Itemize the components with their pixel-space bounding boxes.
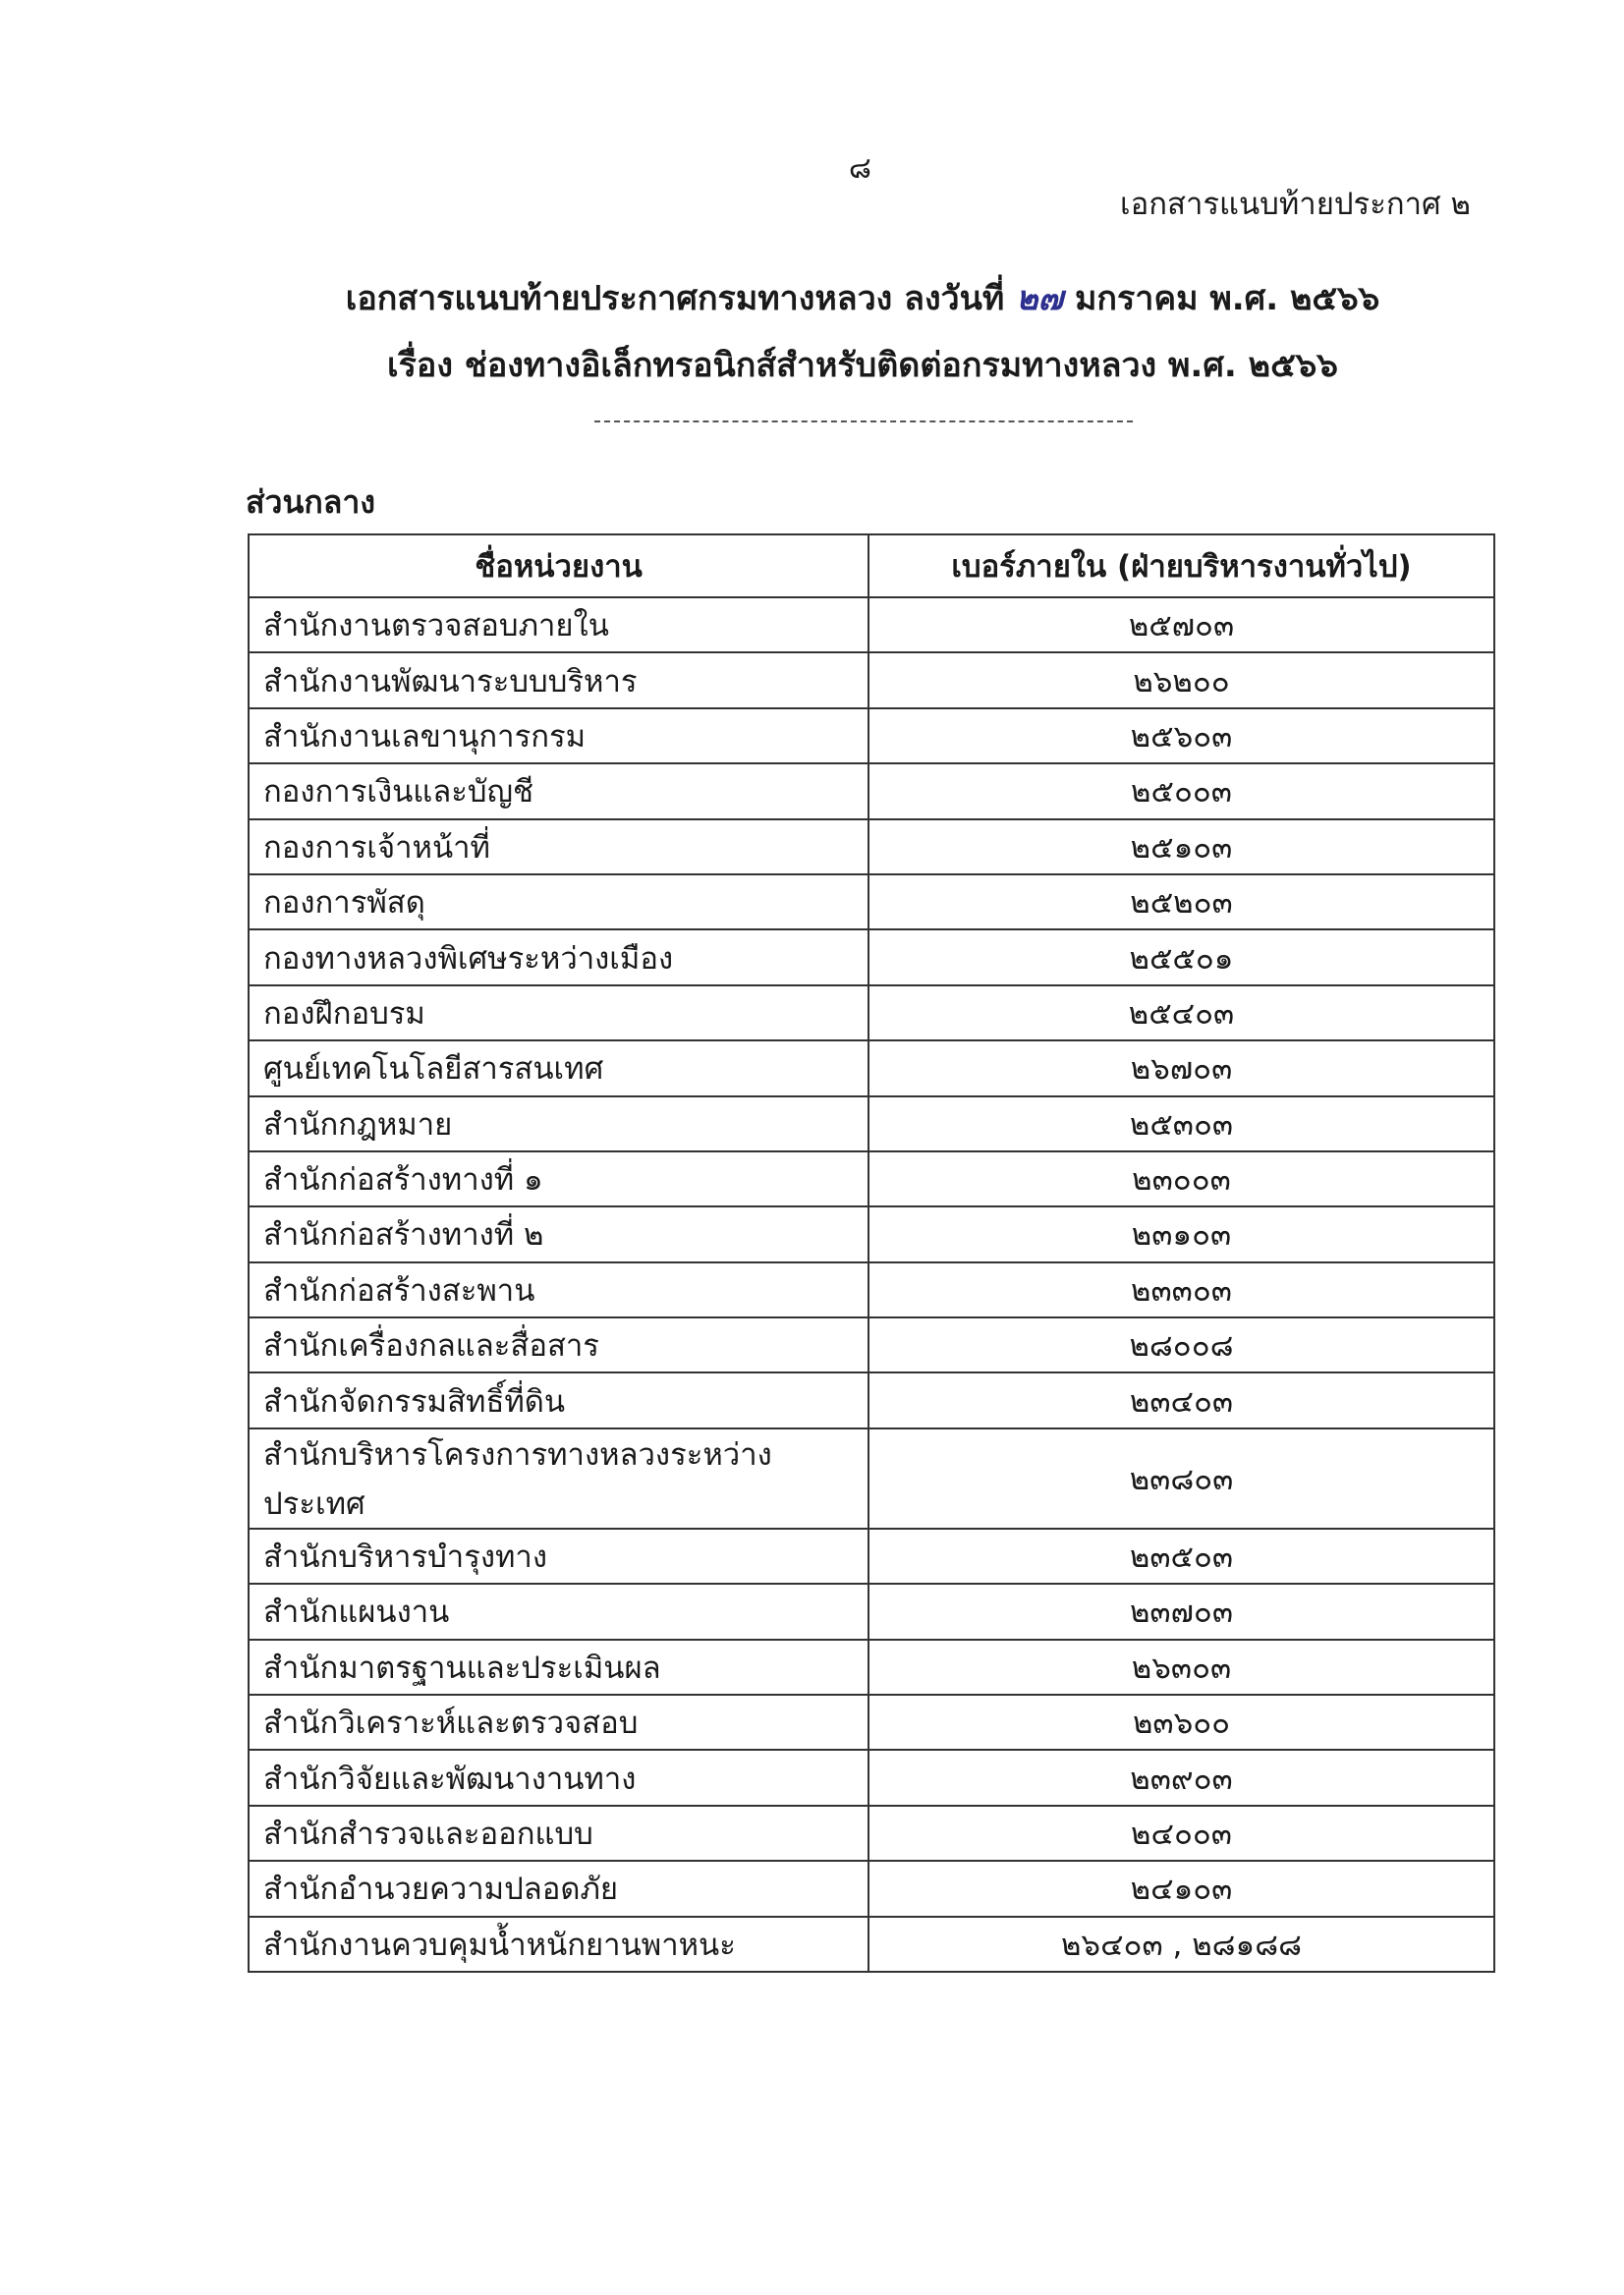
extension-cell: ๒๕๒๐๓ bbox=[868, 874, 1494, 929]
unit-name-cell: สำนักบริหารโครงการทางหลวงระหว่างประเทศ bbox=[249, 1428, 868, 1529]
table-row bbox=[249, 1428, 1494, 1529]
extension-cell: ๒๘๐๐๘ bbox=[868, 1317, 1494, 1372]
table-header-row bbox=[249, 534, 1494, 597]
extension-cell: ๒๓๐๐๓ bbox=[868, 1151, 1494, 1206]
table-row bbox=[249, 985, 1494, 1040]
unit-name-cell: สำนักงานควบคุมน้ำหนักยานพาหนะ bbox=[249, 1917, 868, 1972]
extension-cell: ๒๕๓๐๓ bbox=[868, 1096, 1494, 1151]
title-prefix: เอกสารแนบท้ายประกาศกรมทางหลวง ลงวันที่ bbox=[345, 279, 1005, 318]
unit-name-cell: สำนักวิเคราะห์และตรวจสอบ bbox=[249, 1695, 868, 1750]
unit-name-cell: สำนักแผนงาน bbox=[249, 1584, 868, 1639]
extension-cell: ๒๖๓๐๓ bbox=[868, 1640, 1494, 1695]
page-number: ๘ bbox=[848, 151, 872, 186]
extension-cell: ๒๕๗๐๓ bbox=[868, 597, 1494, 652]
section-heading: ส่วนกลาง bbox=[246, 483, 375, 521]
unit-name-cell: ศูนย์เทคโนโลยีสารสนเทศ bbox=[249, 1040, 868, 1095]
table-row bbox=[249, 1584, 1494, 1639]
table-row bbox=[249, 1151, 1494, 1206]
unit-name-cell: สำนักสำรวจและออกแบบ bbox=[249, 1806, 868, 1861]
extension-cell: ๒๕๔๐๓ bbox=[868, 985, 1494, 1040]
table-row bbox=[249, 1040, 1494, 1095]
unit-name-cell: กองการพัสดุ bbox=[249, 874, 868, 929]
table-row bbox=[249, 1861, 1494, 1916]
document-title-line-2: เรื่อง ช่องทางอิเล็กทรอนิกส์สำหรับติดต่อกรมทางหลวง พ.ศ. ๒๕๖๖ bbox=[387, 346, 1338, 385]
extension-cell: ๒๖๒๐๐ bbox=[868, 652, 1494, 707]
table-row bbox=[249, 1529, 1494, 1584]
table-row bbox=[249, 1317, 1494, 1372]
extension-cell: ๒๓๘๐๓ bbox=[868, 1428, 1494, 1529]
extension-directory-table bbox=[248, 533, 1495, 1973]
extension-cell: ๒๓๔๐๓ bbox=[868, 1372, 1494, 1427]
extension-cell: ๒๕๐๐๓ bbox=[868, 763, 1494, 818]
unit-name-cell: สำนักก่อสร้างสะพาน bbox=[249, 1262, 868, 1317]
table-row bbox=[249, 763, 1494, 818]
table-row bbox=[249, 1640, 1494, 1695]
unit-name-cell: กองการเจ้าหน้าที่ bbox=[249, 819, 868, 874]
table-row bbox=[249, 929, 1494, 984]
unit-name-cell: สำนักจัดกรรมสิทธิ์ที่ดิน bbox=[249, 1372, 868, 1427]
unit-name-cell: สำนักก่อสร้างทางที่ ๑ bbox=[249, 1151, 868, 1206]
unit-name-cell: สำนักก่อสร้างทางที่ ๒ bbox=[249, 1206, 868, 1261]
unit-name-cell: สำนักงานตรวจสอบภายใน bbox=[249, 597, 868, 652]
extension-cell: ๒๔๑๐๓ bbox=[868, 1861, 1494, 1916]
extension-cell: ๒๓๗๐๓ bbox=[868, 1584, 1494, 1639]
table-row bbox=[249, 819, 1494, 874]
extension-cell: ๒๓๙๐๓ bbox=[868, 1750, 1494, 1805]
extension-cell: ๒๕๕๐๑ bbox=[868, 929, 1494, 984]
unit-name-cell: สำนักวิจัยและพัฒนางานทาง bbox=[249, 1750, 868, 1805]
unit-name-cell: กองทางหลวงพิเศษระหว่างเมือง bbox=[249, 929, 868, 984]
table-row bbox=[249, 874, 1494, 929]
header-internal-extension: เบอร์ภายใน (ฝ่ายบริหารงานทั่วไป) bbox=[868, 534, 1494, 597]
table-row bbox=[249, 1806, 1494, 1861]
extension-cell: ๒๓๓๐๓ bbox=[868, 1262, 1494, 1317]
unit-name-cell: สำนักอำนวยความปลอดภัย bbox=[249, 1861, 868, 1916]
table-row bbox=[249, 1372, 1494, 1427]
table-row bbox=[249, 1917, 1494, 1972]
unit-name-cell: สำนักบริหารบำรุงทาง bbox=[249, 1529, 868, 1584]
table-row bbox=[249, 652, 1494, 707]
table-row bbox=[249, 1206, 1494, 1261]
table-row bbox=[249, 1096, 1494, 1151]
extension-cell: ๒๔๐๐๓ bbox=[868, 1806, 1494, 1861]
unit-name-cell: สำนักงานพัฒนาระบบบริหาร bbox=[249, 652, 868, 707]
table-row bbox=[249, 1695, 1494, 1750]
extension-cell: ๒๓๑๐๓ bbox=[868, 1206, 1494, 1261]
document-title-line-1 bbox=[0, 271, 1624, 324]
unit-name-cell: สำนักมาตรฐานและประเมินผล bbox=[249, 1640, 868, 1695]
table-row bbox=[249, 708, 1494, 763]
dashed-divider bbox=[594, 420, 1133, 422]
title-day: ๒๗ bbox=[1016, 279, 1064, 318]
header-unit-name: ชื่อหน่วยงาน bbox=[249, 534, 868, 597]
unit-name-cell: กองการเงินและบัญชี bbox=[249, 763, 868, 818]
extension-cell: ๒๓๖๐๐ bbox=[868, 1695, 1494, 1750]
extension-cell: ๒๖๗๐๓ bbox=[868, 1040, 1494, 1095]
table-row bbox=[249, 1262, 1494, 1317]
attachment-label: เอกสารแนบท้ายประกาศ ๒ bbox=[1120, 187, 1471, 222]
extension-cell: ๒๓๕๐๓ bbox=[868, 1529, 1494, 1584]
extension-cell: ๒๕๖๐๓ bbox=[868, 708, 1494, 763]
extension-cell: ๒๕๑๐๓ bbox=[868, 819, 1494, 874]
unit-name-cell: สำนักงานเลขานุการกรม bbox=[249, 708, 868, 763]
unit-name-cell: สำนักกฎหมาย bbox=[249, 1096, 868, 1151]
unit-name-cell: กองฝึกอบรม bbox=[249, 985, 868, 1040]
title-suffix: มกราคม พ.ศ. ๒๕๖๖ bbox=[1074, 279, 1380, 318]
table-row bbox=[249, 597, 1494, 652]
extension-cell: ๒๖๔๐๓ , ๒๘๑๘๘ bbox=[868, 1917, 1494, 1972]
unit-name-cell: สำนักเครื่องกลและสื่อสาร bbox=[249, 1317, 868, 1372]
table-row bbox=[249, 1750, 1494, 1805]
